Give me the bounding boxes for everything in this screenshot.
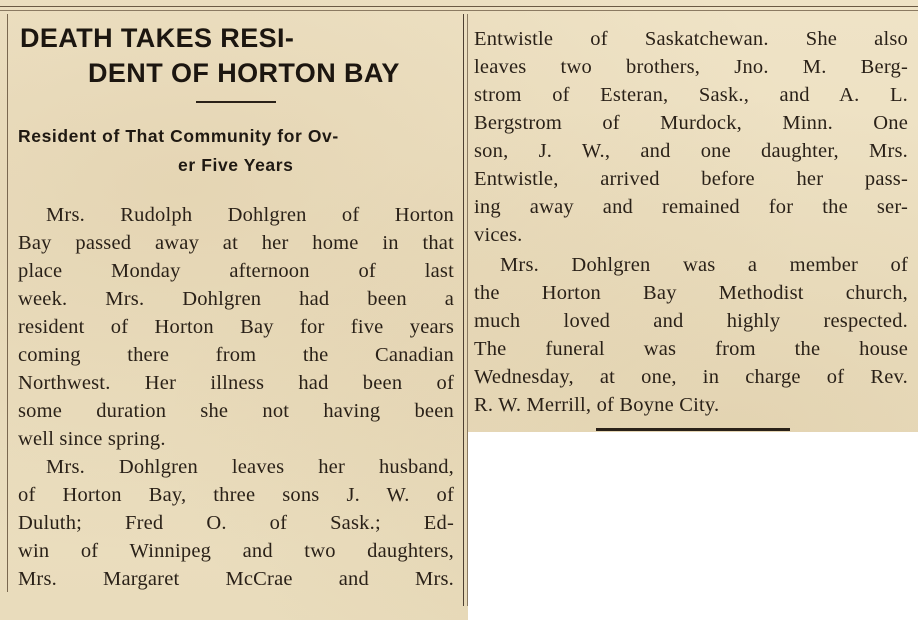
- body-line: week. Mrs. Dohlgren had been a: [18, 288, 454, 310]
- headline-line-2: DENT OF HORTON BAY: [88, 58, 400, 88]
- body-line: Duluth; Fred O. of Sask.; Ed-: [18, 512, 454, 534]
- body-line: Bergstrom of Murdock, Minn. One: [474, 112, 908, 134]
- body-line: Mrs. Margaret McCrae and Mrs.: [18, 568, 454, 590]
- left-column-rule: [7, 14, 8, 592]
- subheadline-line-2: er Five Years: [178, 155, 294, 175]
- body-line: place Monday afternoon of last: [18, 260, 454, 282]
- body-line: ing away and remained for the ser-: [474, 196, 908, 218]
- body-line: the Horton Bay Methodist church,: [474, 282, 908, 304]
- top-rule-thin: [0, 10, 918, 11]
- body-line: vices.: [474, 224, 523, 246]
- body-line: resident of Horton Bay for five years: [18, 316, 454, 338]
- body-line: win of Winnipeg and two daughters,: [18, 540, 454, 562]
- body-line: Bay passed away at her home in that: [18, 232, 454, 254]
- column-divider: [463, 14, 464, 606]
- body-line: Entwistle of Saskatchewan. She also: [474, 28, 908, 50]
- body-line: strom of Esteran, Sask., and A. L.: [474, 84, 908, 106]
- body-line: son, J. W., and one daughter, Mrs.: [474, 140, 908, 162]
- body-line: well since spring.: [18, 428, 166, 450]
- top-rule: [0, 6, 918, 7]
- body-line: Entwistle, arrived before her pass-: [474, 168, 908, 190]
- body-line: some duration she not having been: [18, 400, 454, 422]
- blank-area: [468, 432, 918, 620]
- body-line: Wednesday, at one, in charge of Rev.: [474, 366, 908, 388]
- body-line: of Horton Bay, three sons J. W. of: [18, 484, 454, 506]
- headline-line-1: DEATH TAKES RESI-: [20, 23, 295, 53]
- body-line: coming there from the Canadian: [18, 344, 454, 366]
- body-line: Mrs. Rudolph Dohlgren of Horton: [46, 204, 454, 226]
- article-end-rule: [596, 428, 790, 431]
- body-line: R. W. Merrill, of Boyne City.: [474, 394, 720, 416]
- body-line: Northwest. Her illness had been of: [18, 372, 454, 394]
- headline-rule: [196, 101, 276, 103]
- subheadline-line-1: Resident of That Community for Ov-: [18, 126, 339, 146]
- body-line: Mrs. Dohlgren was a member of: [500, 254, 908, 276]
- body-line: leaves two brothers, Jno. M. Berg-: [474, 56, 908, 78]
- body-line: much loved and highly respected.: [474, 310, 908, 332]
- body-line: The funeral was from the house: [474, 338, 908, 360]
- body-line: Mrs. Dohlgren leaves her husband,: [46, 456, 454, 478]
